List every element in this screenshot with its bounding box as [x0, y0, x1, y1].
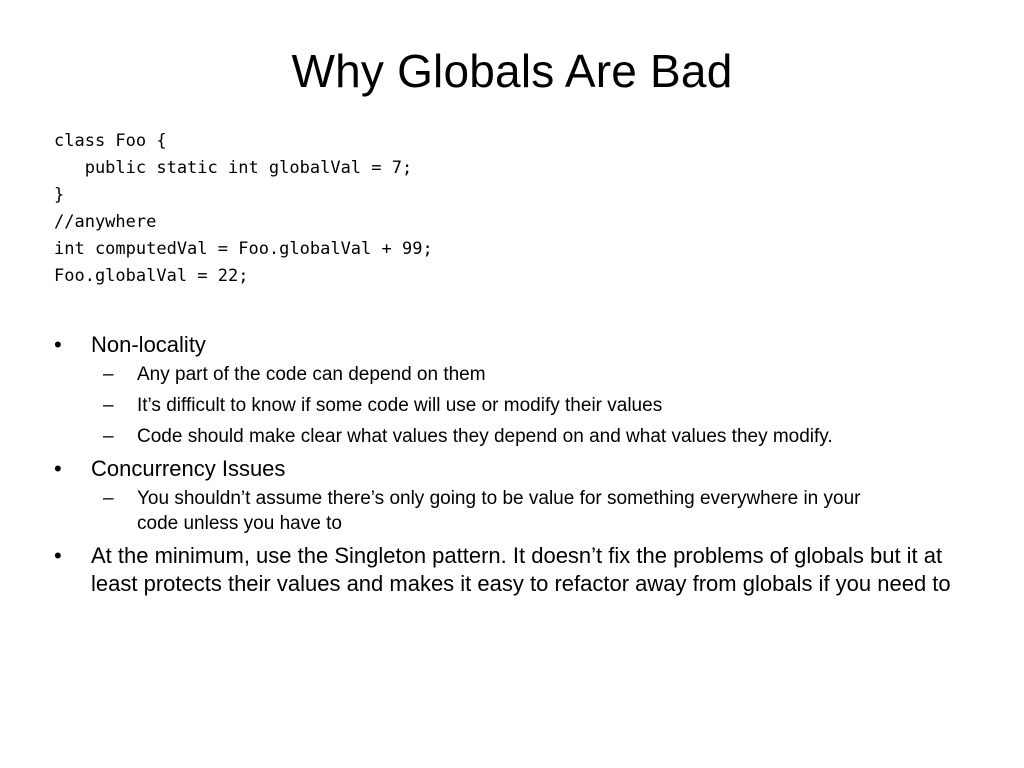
- bullet-marker: •: [54, 456, 62, 481]
- code-line: class Foo {: [54, 131, 167, 151]
- bullet-item: [54, 331, 954, 449]
- code-block: [54, 128, 433, 290]
- sub-bullet-marker: –: [103, 395, 114, 416]
- bullet-text: Non-locality: [91, 332, 206, 357]
- sub-bullet-text: Code should make clear what values they depend on and what values they modify.: [137, 426, 833, 447]
- sub-bullet-text: It’s difficult to know if some code will use or modify their values: [137, 395, 663, 416]
- bullet-item: [54, 542, 954, 598]
- sub-bullet-item: [54, 362, 897, 387]
- bullet-marker: •: [54, 332, 62, 357]
- sub-bullet-text: Any part of the code can depend on them: [137, 364, 486, 385]
- sub-bullet-marker: –: [103, 364, 114, 385]
- slide-title: Why Globals Are Bad: [291, 45, 733, 97]
- bullet-list: [54, 329, 954, 600]
- bullet-marker: •: [54, 543, 62, 568]
- code-line: //anywhere: [54, 212, 157, 232]
- bullet-text: At the minimum, use the Singleton pattern. It doesn’t fix the problems of globals but it at least protects their values and makes it easy to refactor away from globals if you need to: [91, 543, 951, 596]
- sub-bullet-item: [54, 393, 897, 418]
- sub-bullet-marker: –: [103, 488, 114, 509]
- sub-bullet-marker: –: [103, 426, 114, 447]
- sub-bullet-list: [54, 486, 954, 536]
- sub-bullet-text: You shouldn’t assume there’s only going to be value for something everywhere in your code unless you have to: [137, 488, 861, 534]
- bullet-item: [54, 455, 954, 536]
- sub-bullet-item: [54, 486, 897, 536]
- sub-bullet-item: [54, 424, 897, 449]
- bullet-text: Concurrency Issues: [91, 456, 286, 481]
- code-line: }: [54, 185, 65, 205]
- code-line: Foo.globalVal = 22;: [54, 266, 249, 286]
- code-line: public static int globalVal = 7;: [54, 158, 413, 178]
- code-line: int computedVal = Foo.globalVal + 99;: [54, 239, 433, 259]
- sub-bullet-list: [54, 362, 954, 449]
